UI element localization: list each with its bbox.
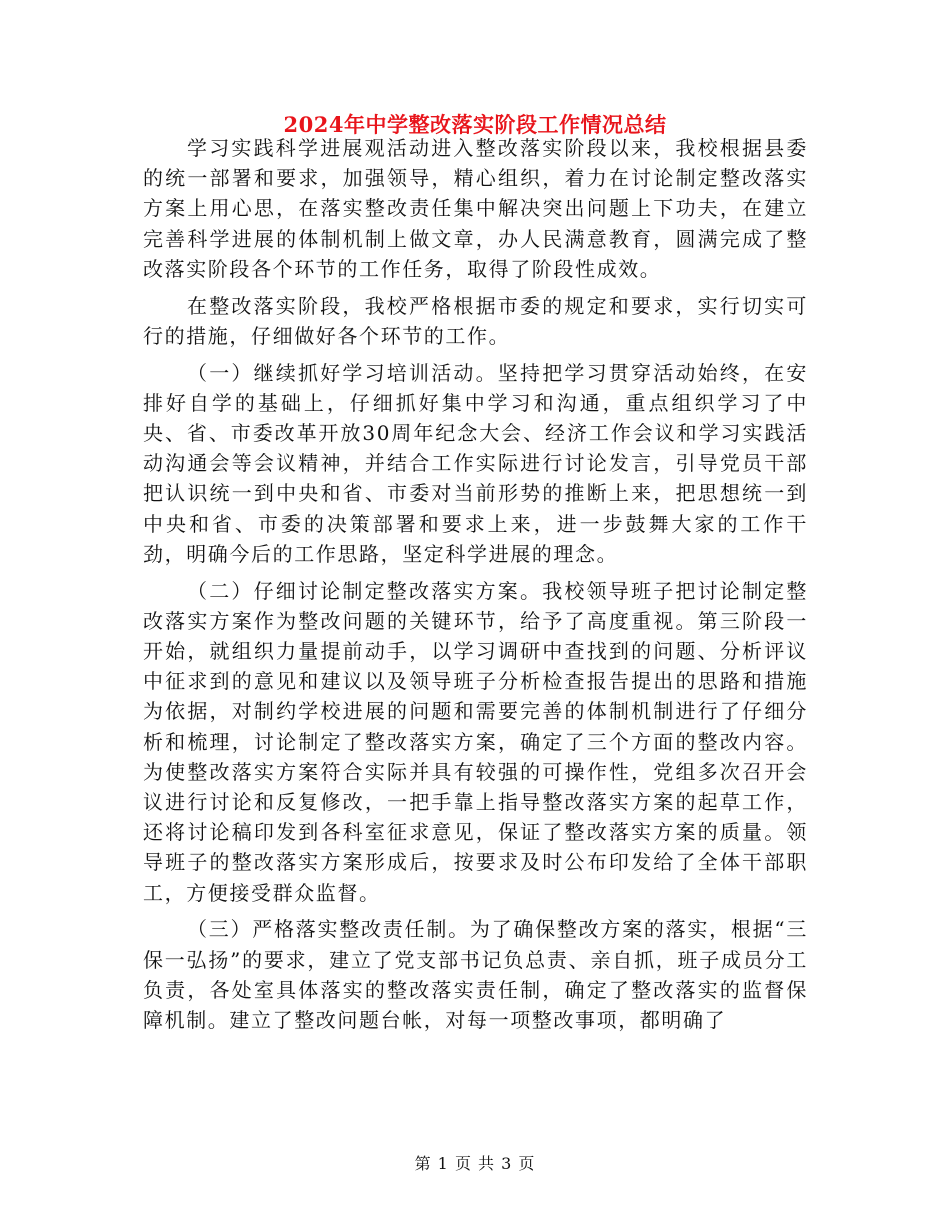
document-body	[143, 133, 808, 1042]
paragraph-intro: 学习实践科学进展观活动进入整改落实阶段以来，我校根据县委的统一部署和要求，加强领导，精心组织，着力在讨论制定整改落实方案上用心思，在落实整改责任集中解决突出问题上下功夫，在建立完善科学进展的体制机制上做文章，办人民满意教育，圆满完成了整改落实阶段各个环节的工作任务，取得了阶段性成效。	[143, 136, 808, 281]
page-number-footer: 第 1 页 共 3 页	[414, 1154, 536, 1173]
paragraph-section-2: （二）仔细讨论制定整改落实方案。我校领导班子把讨论制定整改落实方案作为整改问题的关键环节，给予了高度重视。第三阶段一开始，就组织力量提前动手，以学习调研中查找到的问题、分析评议中征求到的意见和建议以及领导班子分析检查报告提出的思路和措施为依据，对制约学校进展的问题和需要完善的体制机制进行了仔细分析和梳理，讨论制定了整改落实方案，确定了三个方面的整改内容。为使整改落实方案符合实际并具有较强的可操作性，党组多次召开会议进行讨论和反复修改，一把手靠上指导整改落实方案的起草工作，还将讨论稿印发到各科室征求意见，保证了整改落实方案的质量。领导班子的整改落实方案形成后，按要求及时公布印发给了全体干部职工，方便接受群众监督。	[143, 578, 808, 905]
document-title: 2024年中学整改落实阶段工作情况总结	[283, 112, 667, 137]
paragraph-section-3: （三）严格落实整改责任制。为了确保整改方案的落实，根据“三保一弘扬”的要求，建立了党支部书记负总责、亲自抓，班子成员分工负责，各处室具体落实的整改落实责任制，确定了整改落实的监督保障机制。建立了整改问题台帐，对每一项整改事项，都明确了	[143, 917, 808, 1033]
paragraph-overview: 在整改落实阶段，我校严格根据市委的规定和要求，实行切实可行的措施，仔细做好各个环节的工作。	[143, 293, 808, 348]
paragraph-section-1: （一）继续抓好学习培训活动。坚持把学习贯穿活动始终，在安排好自学的基础上，仔细抓好集中学习和沟通，重点组织学习了中央、省、市委改革开放30周年纪念大会、经济工作会议和学习实践活动沟通会等会议精神，并结合工作实际进行讨论发言，引导党员干部把认识统一到中央和省、市委对当前形势的推断上来，把思想统一到中央和省、市委的决策部署和要求上来，进一步鼓舞大家的工作干劲，明确今后的工作思路，坚定科学进展的理念。	[143, 360, 808, 566]
